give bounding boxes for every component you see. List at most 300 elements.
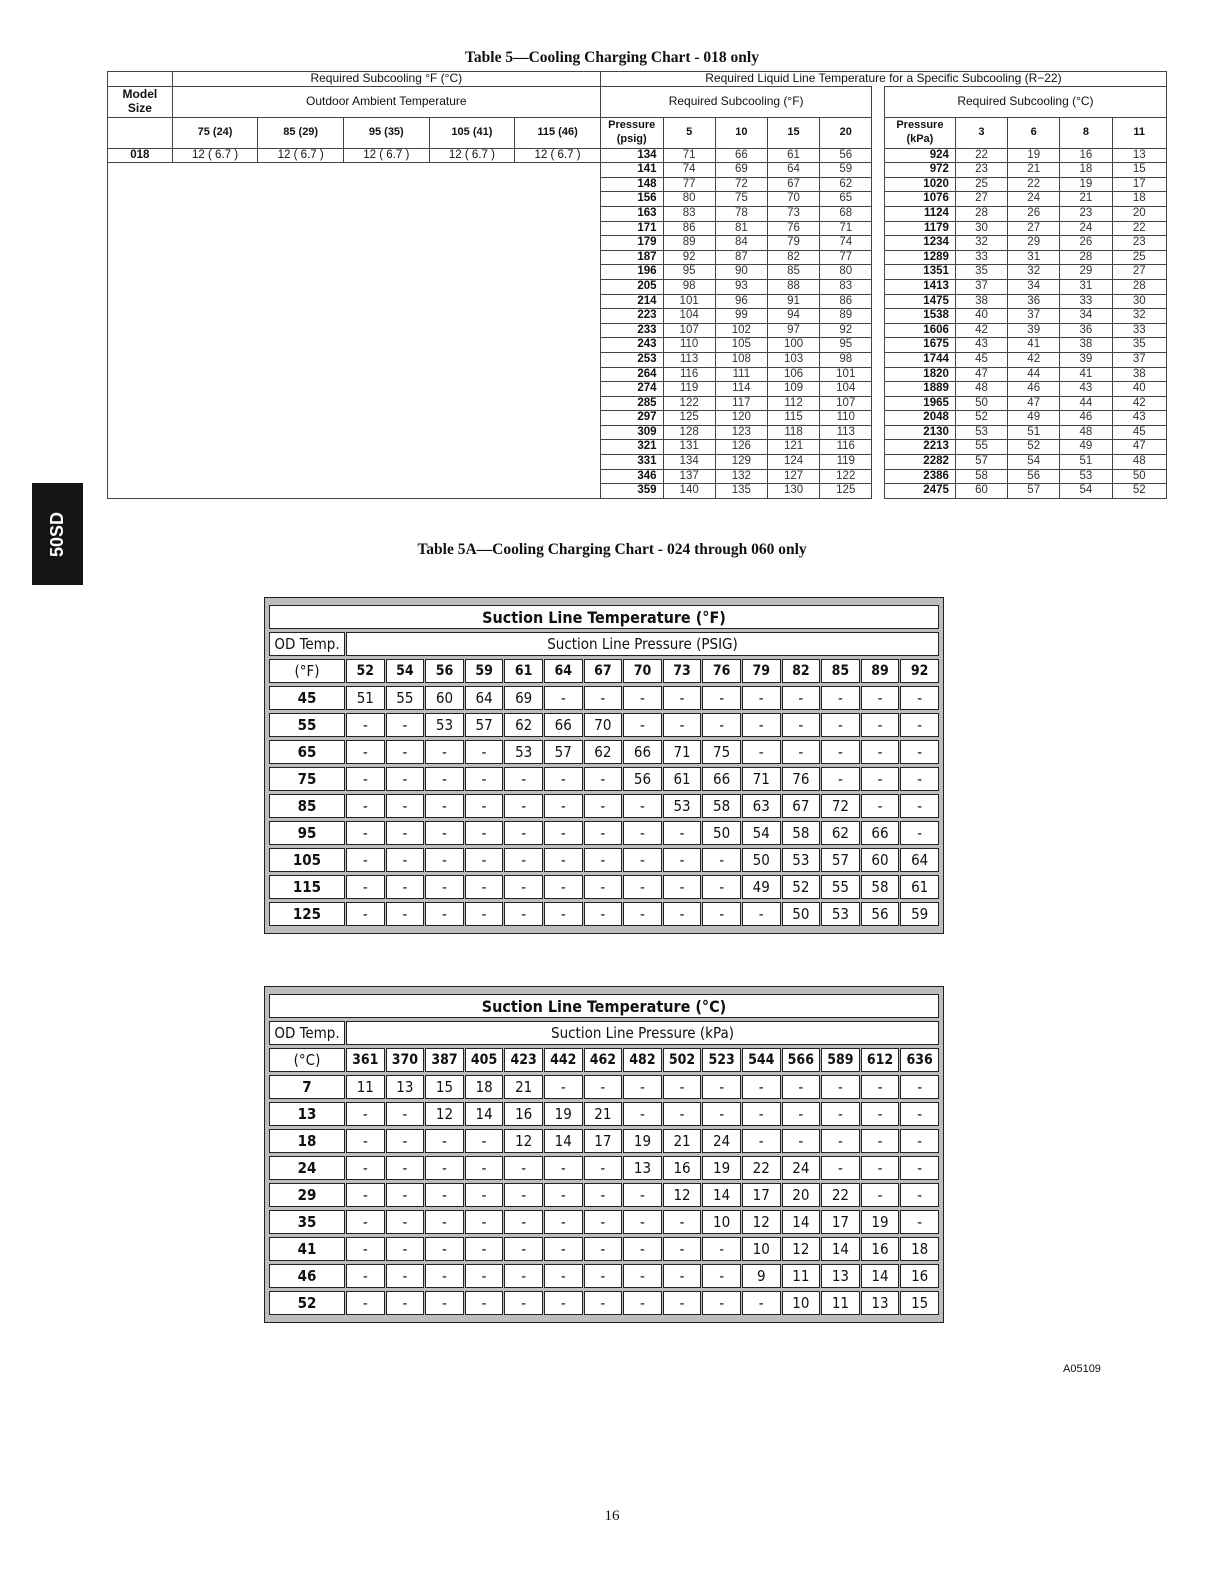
pressure-col-header: 61 [504,659,543,683]
od-temp-label: OD Temp. [269,1021,345,1045]
suction-temp-cell: 15 [425,1075,464,1099]
suction-temp-cell: - [663,1264,702,1288]
pressure-cell: 331 [600,455,663,470]
table-row [269,713,939,737]
ambient-col: 75 (24) [172,117,258,148]
pressure-col-header: 67 [584,659,623,683]
suction-temp-cell: 10 [782,1291,821,1315]
temp-cell: 22 [1112,221,1167,236]
temp-cell: 135 [715,484,767,499]
suction-temp-cell: 15 [900,1291,939,1315]
temp-cell: 116 [820,440,872,455]
temp-cell: 29 [1060,265,1112,280]
suction-temp-cell: - [425,902,464,926]
temp-cell: 54 [1060,484,1112,499]
temp-cell: 44 [1008,367,1060,382]
suction-temp-cell: - [504,821,543,845]
suction-temp-cell: - [465,875,504,899]
suction-temp-cell: - [821,767,860,791]
suction-temp-cell: - [584,1156,623,1180]
table-row [269,794,939,818]
suction-temp-cell: - [346,1210,385,1234]
suction-temp-cell: - [504,902,543,926]
temp-cell: 55 [955,440,1007,455]
suction-temp-cell: - [346,1156,385,1180]
suction-temp-cell: - [425,1264,464,1288]
suction-temp-cell: - [900,686,939,710]
suction-temp-cell: - [386,740,425,764]
suction-temp-cell: 18 [465,1075,504,1099]
table-row [269,875,939,899]
temp-cell: 95 [820,338,872,353]
pressure-cell: 274 [600,382,663,397]
suction-temp-cell: - [663,902,702,926]
suction-temp-cell: - [544,902,583,926]
suction-temp-cell: - [386,848,425,872]
suction-temp-cell: - [663,686,702,710]
suction-temp-cell: 55 [821,875,860,899]
table5 [107,71,1167,499]
suction-temp-cell: 19 [702,1156,741,1180]
subcooling-value: 12 ( 6.7 ) [258,148,344,163]
pressure-cell: 1124 [884,206,955,221]
suction-temp-cell: - [900,1102,939,1126]
temp-cell: 23 [1060,206,1112,221]
sub-c-col: 8 [1060,117,1112,148]
temp-cell: 53 [1060,469,1112,484]
pressure-col-header: 566 [782,1048,821,1072]
suction-temp-cell: - [782,686,821,710]
suction-temp-cell: - [544,1156,583,1180]
pressure-cell: 972 [884,163,955,178]
sub-c-col: 11 [1112,117,1167,148]
req-sub-f-label: Required Subcooling (°F) [600,86,871,117]
pressure-cell: 2386 [884,469,955,484]
model-col-empty [108,117,173,148]
suction-temp-cell: - [425,875,464,899]
suction-temp-cell: - [861,767,900,791]
temp-cell: 37 [955,279,1007,294]
temp-cell: 65 [820,192,872,207]
suction-temp-cell: - [584,1075,623,1099]
suction-temp-cell: - [465,848,504,872]
temp-cell: 73 [767,206,819,221]
pressure-col-header: 89 [861,659,900,683]
suction-temp-cell: - [623,794,662,818]
suction-temp-cell: - [386,1210,425,1234]
suction-temp-cell: - [702,1102,741,1126]
pressure-col-header: 56 [425,659,464,683]
temp-cell: 26 [1008,206,1060,221]
table-row [269,1183,939,1207]
suction-temp-cell: - [702,1075,741,1099]
temp-cell: 96 [715,294,767,309]
suction-temp-cell: 19 [544,1102,583,1126]
suction-temp-cell: 53 [663,794,702,818]
table-row [269,767,939,791]
suction-temp-cell: - [386,1183,425,1207]
suction-temp-cell: - [386,1237,425,1261]
temp-cell: 50 [1112,469,1167,484]
ambient-col: 85 (29) [258,117,344,148]
pressure-col-header: 52 [346,659,385,683]
suction-temp-cell: 53 [821,902,860,926]
ambient-col: 95 (35) [343,117,429,148]
temp-cell: 41 [1008,338,1060,353]
pressure-cell: 1076 [884,192,955,207]
suction-temp-cell: - [465,1156,504,1180]
suction-temp-cell: - [346,848,385,872]
suction-temp-cell: - [465,740,504,764]
suction-temp-cell: - [386,1102,425,1126]
temp-cell: 34 [1060,309,1112,324]
suction-temp-cell: - [544,1075,583,1099]
temp-cell: 127 [767,469,819,484]
pressure-cell: 148 [600,177,663,192]
suction-temp-cell: - [623,1210,662,1234]
pressure-col-header: 502 [663,1048,702,1072]
temp-cell: 33 [955,250,1007,265]
suction-temp-cell: - [346,875,385,899]
suction-temp-cell: - [346,1291,385,1315]
suction-temp-cell: - [702,902,741,926]
suction-temp-cell: 17 [742,1183,781,1207]
pressure-cell: 1020 [884,177,955,192]
suction-temp-cell: 61 [663,767,702,791]
suction-temp-cell: - [504,767,543,791]
suction-temp-cell: - [386,821,425,845]
temp-cell: 115 [767,411,819,426]
temp-cell: 24 [1008,192,1060,207]
temp-cell: 126 [715,440,767,455]
temp-cell: 85 [767,265,819,280]
suction-temp-cell: - [900,1210,939,1234]
table-row [269,1264,939,1288]
pressure-col-header: 544 [742,1048,781,1072]
suction-temp-cell: 19 [861,1210,900,1234]
temp-cell: 87 [715,250,767,265]
suction-temp-cell: 67 [782,794,821,818]
suction-temp-cell: 13 [386,1075,425,1099]
suction-temp-cell: 12 [742,1210,781,1234]
suction-temp-cell: - [821,1156,860,1180]
suction-temp-cell: - [861,1156,900,1180]
table-row [269,821,939,845]
suction-temp-cell: 16 [861,1237,900,1261]
temp-cell: 48 [1060,425,1112,440]
suction-temp-cell: 54 [742,821,781,845]
suction-temp-cell: - [623,1075,662,1099]
pressure-cell: 243 [600,338,663,353]
suction-temp-cell: - [821,1102,860,1126]
suction-temp-cell: - [900,713,939,737]
model-size-label: Model Size [108,86,173,117]
od-temp-unit: (°F) [269,659,345,683]
pressure-col-header: 92 [900,659,939,683]
pressure-cell: 179 [600,236,663,251]
od-temp-label: OD Temp. [269,632,345,656]
suction-temp-cell: - [425,1129,464,1153]
ambient-col: 115 (46) [515,117,601,148]
pressure-cell: 1889 [884,382,955,397]
suction-temp-cell: - [702,713,741,737]
suction-temp-cell: - [544,821,583,845]
sub-c-col: 6 [1008,117,1060,148]
sub-f-col: 15 [767,117,819,148]
temp-cell: 28 [1060,250,1112,265]
temp-cell: 46 [1060,411,1112,426]
temp-cell: 40 [955,309,1007,324]
suction-temp-cell: - [702,1237,741,1261]
header-right: Required Liquid Line Temperature for a Specific Subcooling (R−22) [600,72,1166,87]
suction-temp-cell: - [623,848,662,872]
pressure-cell: 1413 [884,279,955,294]
suction-temp-cell: - [742,1291,781,1315]
suction-temp-cell: - [623,1102,662,1126]
od-temp-cell: 105 [269,848,345,872]
suction-temp-cell: - [782,740,821,764]
suction-temp-cell: - [742,713,781,737]
suction-temp-cell: - [663,1102,702,1126]
temp-cell: 33 [1112,323,1167,338]
model-size-value: 018 [108,148,173,163]
suction-temp-cell: - [346,1264,385,1288]
suction-temp-cell: 13 [623,1156,662,1180]
suction-temp-cell: 50 [702,821,741,845]
suction-temp-cell: 71 [663,740,702,764]
temp-cell: 111 [715,367,767,382]
temp-cell: 89 [663,236,715,251]
sub-f-col: 20 [820,117,872,148]
temp-cell: 95 [663,265,715,280]
temp-cell: 57 [1008,484,1060,499]
suction-temp-cell: 21 [584,1102,623,1126]
suction-temp-cell: - [346,1237,385,1261]
table5a-caption: Table 5A—Cooling Charging Chart - 024 through 060 only [417,541,807,558]
temp-cell: 31 [1008,250,1060,265]
suction-temp-cell: - [623,1264,662,1288]
suction-temp-cell: 62 [504,713,543,737]
sub-f-col: 10 [715,117,767,148]
header-left: Required Subcooling °F (°C) [172,72,600,87]
temp-cell: 46 [1008,382,1060,397]
temp-cell: 99 [715,309,767,324]
temp-cell: 37 [1112,352,1167,367]
page-number: 16 [604,1508,620,1524]
temp-cell: 44 [1060,396,1112,411]
table-row [269,1210,939,1234]
temp-cell: 32 [1008,265,1060,280]
temp-cell: 92 [663,250,715,265]
temp-cell: 33 [1060,294,1112,309]
temp-cell: 128 [663,425,715,440]
temp-cell: 113 [663,352,715,367]
temp-cell: 75 [715,192,767,207]
suction-temp-cell: - [465,1291,504,1315]
temp-cell: 83 [663,206,715,221]
pressure-cell: 1820 [884,367,955,382]
temp-cell: 28 [955,206,1007,221]
suction-temp-cell: - [623,902,662,926]
temp-cell: 43 [1112,411,1167,426]
pressure-col-header: 73 [663,659,702,683]
temp-cell: 68 [820,206,872,221]
suction-temp-cell: 21 [663,1129,702,1153]
pressure-cell: 285 [600,396,663,411]
temp-cell: 120 [715,411,767,426]
temp-cell: 13 [1112,148,1167,163]
od-temp-cell: 35 [269,1210,345,1234]
temp-cell: 88 [767,279,819,294]
suction-temp-cell: - [623,821,662,845]
table-row [269,686,939,710]
suction-temp-cell: - [900,821,939,845]
suction-temp-cell: - [544,1183,583,1207]
suction-temp-cell: 14 [465,1102,504,1126]
suction-temp-cell: - [861,1102,900,1126]
suction-temp-cell: - [346,821,385,845]
table-row [269,902,939,926]
temp-cell: 21 [1060,192,1112,207]
pressure-cell: 1351 [884,265,955,280]
suction-temp-cell: 53 [425,713,464,737]
temp-cell: 117 [715,396,767,411]
suction-temp-cell: - [465,821,504,845]
suction-temp-cell: - [465,794,504,818]
pressure-cell: 233 [600,323,663,338]
temp-cell: 27 [1008,221,1060,236]
table-row [108,163,1167,178]
suction-temp-cell: - [584,686,623,710]
suction-temp-cell: 9 [742,1264,781,1288]
od-temp-cell: 24 [269,1156,345,1180]
model-size-top [108,72,173,87]
temp-cell: 24 [1060,221,1112,236]
suction-temp-cell: - [346,794,385,818]
pressure-cell: 205 [600,279,663,294]
table-row [269,1156,939,1180]
suction-temp-cell: 66 [544,713,583,737]
subcooling-value: 12 ( 6.7 ) [172,148,258,163]
temp-cell: 22 [955,148,1007,163]
suction-temp-cell: - [900,1075,939,1099]
temp-cell: 38 [1112,367,1167,382]
temp-cell: 72 [715,177,767,192]
pressure-cell: 297 [600,411,663,426]
temp-cell: 92 [820,323,872,338]
temp-cell: 116 [663,367,715,382]
outdoor-label: Outdoor Ambient Temperature [172,86,600,117]
suction-temp-cell: 14 [544,1129,583,1153]
suction-temp-cell: - [584,1291,623,1315]
suction-temp-cell: 56 [623,767,662,791]
temp-cell: 98 [820,352,872,367]
temp-cell: 32 [955,236,1007,251]
suction-temp-cell: - [465,1237,504,1261]
suction-temp-cell: 57 [821,848,860,872]
temp-cell: 35 [955,265,1007,280]
suction-temp-cell: 53 [504,740,543,764]
temp-cell: 15 [1112,163,1167,178]
temp-cell: 84 [715,236,767,251]
temp-cell: 80 [820,265,872,280]
temp-cell: 109 [767,382,819,397]
temp-cell: 122 [663,396,715,411]
temp-cell: 97 [767,323,819,338]
suction-temp-cell: - [782,713,821,737]
suction-temp-cell: 16 [504,1102,543,1126]
pressure-col-header: 85 [821,659,860,683]
suction-temp-cell: - [742,1129,781,1153]
suction-temp-cell: - [900,740,939,764]
suction-temp-cell: - [465,1129,504,1153]
temp-cell: 47 [1112,440,1167,455]
temp-cell: 26 [1060,236,1112,251]
temp-cell: 122 [820,469,872,484]
pressure-cell: 1675 [884,338,955,353]
suction-temp-cell: 66 [702,767,741,791]
temp-cell: 45 [955,352,1007,367]
temp-cell: 105 [715,338,767,353]
temp-cell: 71 [820,221,872,236]
temp-cell: 98 [663,279,715,294]
suction-temp-cell: - [425,821,464,845]
pressure-cell: 359 [600,484,663,499]
temp-cell: 101 [820,367,872,382]
subcooling-value: 12 ( 6.7 ) [429,148,515,163]
temp-cell: 62 [820,177,872,192]
suction-temp-cell: - [584,848,623,872]
suction-temp-cell: - [742,686,781,710]
suction-temp-cell: - [742,1102,781,1126]
temp-cell: 38 [955,294,1007,309]
pressure-col-header: 405 [465,1048,504,1072]
suction-temp-cell: - [861,1075,900,1099]
temp-cell: 123 [715,425,767,440]
suction-temp-cell: 69 [504,686,543,710]
od-temp-cell: 7 [269,1075,345,1099]
suction-temp-cell: - [465,902,504,926]
suction-temp-cell: - [386,1291,425,1315]
temp-cell: 53 [955,425,1007,440]
suction-temp-cell: - [386,875,425,899]
temp-cell: 42 [1112,396,1167,411]
temp-cell: 119 [663,382,715,397]
suction-temp-cell: 10 [702,1210,741,1234]
pressure-col-header: 612 [861,1048,900,1072]
pressure-col-header: 64 [544,659,583,683]
pressure-cell: 2130 [884,425,955,440]
temp-cell: 35 [1112,338,1167,353]
pressure-cell: 187 [600,250,663,265]
suction-temp-cell: 55 [386,686,425,710]
suction-temp-cell: 12 [425,1102,464,1126]
suction-temp-cell: - [861,1129,900,1153]
suction-temp-cell: - [584,794,623,818]
temp-cell: 47 [1008,396,1060,411]
temp-cell: 71 [663,148,715,163]
temp-cell: 114 [715,382,767,397]
suction-temp-cell: - [623,1183,662,1207]
suction-temp-cell: - [386,902,425,926]
suction-temp-cell: 19 [623,1129,662,1153]
suction-temp-cell: - [584,1237,623,1261]
od-temp-cell: 65 [269,740,345,764]
suction-temp-cell: - [663,1210,702,1234]
table-row [108,148,1167,163]
od-temp-unit: (°C) [269,1048,345,1072]
suction-temp-cell: - [465,1264,504,1288]
